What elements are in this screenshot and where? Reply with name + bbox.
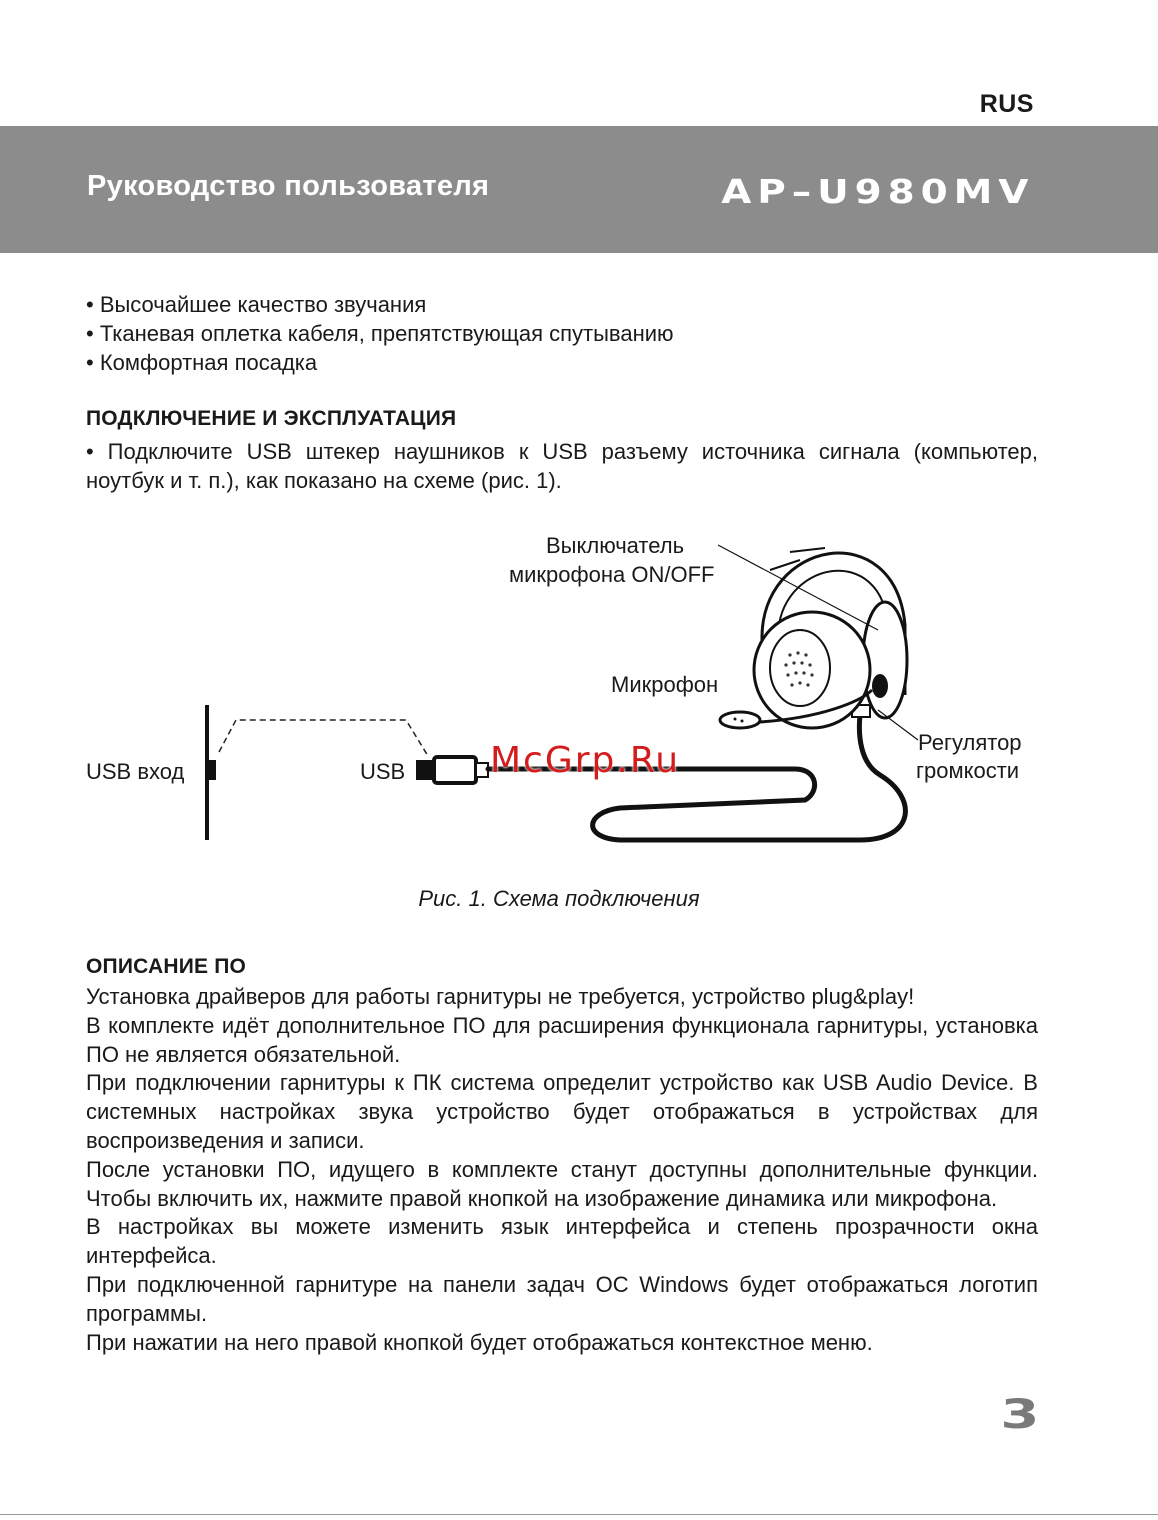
volume-pointer-line [878,710,918,740]
software-paragraph: При подключенной гарнитуре на панели задач ОС Windows будет отображаться логотип программы. [86,1271,1038,1326]
feature-item: • Тканевая оплетка кабеля, препятствующая спутыванию [86,321,674,346]
mic-label: Микрофон [611,672,719,697]
connection-paragraph: • Подключите USB штекер наушников к USB разъему источника сигнала (компьютер, ноутбук и т. п.), как показано на схеме (рис. 1). [86,439,1038,493]
connection-diagram [0,520,1158,860]
software-paragraph: В комплекте идёт дополнительное ПО для расширения функционала гарнитуры, установка ПО не является обязательной. [86,1012,1038,1067]
software-paragraph: При нажатии на него правой кнопкой будет отображаться контекстное меню. [86,1329,873,1355]
software-paragraph: При подключении гарнитуры к ПК система определит устройство как USB Audio Device. В системных настройках звука устройство будет отображаться в устройствах для воспроизведения и записи. [86,1070,1038,1153]
language-code: RUS [979,90,1034,118]
software-text [86,983,1038,1357]
usb-port-icon [209,760,216,780]
watermark: McGrp.Ru [490,740,681,781]
dashed-connection [219,720,428,756]
mic-boom-hinge [872,674,888,698]
switch-label-line2: микрофона ON/OFF [509,562,715,587]
feature-item: • Комфортная посадка [86,350,318,375]
feature-list [86,290,674,377]
usb-in-label: USB вход [86,759,185,784]
header-band [0,126,1158,253]
microphone-icon [720,712,760,728]
model-name: AP–U980MV [720,172,1034,211]
figure-caption: Рис. 1. Схема подключения [418,886,700,911]
volume-label-line1: Регулятор [918,730,1022,755]
usb-plug-body [434,757,476,783]
usb-plug-tip [416,760,434,780]
feature-item: • Высочайшее качество звучания [86,292,427,317]
software-paragraph: После установки ПО, идущего в комплекте станут доступны дополнительные функции. Чтобы включить их, нажмите правой кнопкой на изображение динамика или микрофона. [86,1156,1038,1211]
connection-heading: ПОДКЛЮЧЕНИЕ И ЭКСПЛУАТАЦИЯ [86,407,457,430]
software-paragraph: В настройках вы можете изменить язык интерфейса и степень прозрачности окна интерфейса. [86,1214,1038,1269]
usb-label: USB [360,759,406,784]
switch-label-line1: Выключатель [546,533,685,558]
bottom-rule [0,1514,1158,1515]
page-title: Руководство пользователя [87,170,490,202]
software-heading: ОПИСАНИЕ ПО [86,955,247,978]
volume-label-line2: громкости [916,758,1020,783]
speaker-grille [770,630,830,706]
connection-text [86,438,1038,496]
software-paragraph: Установка драйверов для работы гарнитуры не требуется, устройство plug&play! [86,984,915,1009]
page-number: 3 [1000,1392,1040,1438]
